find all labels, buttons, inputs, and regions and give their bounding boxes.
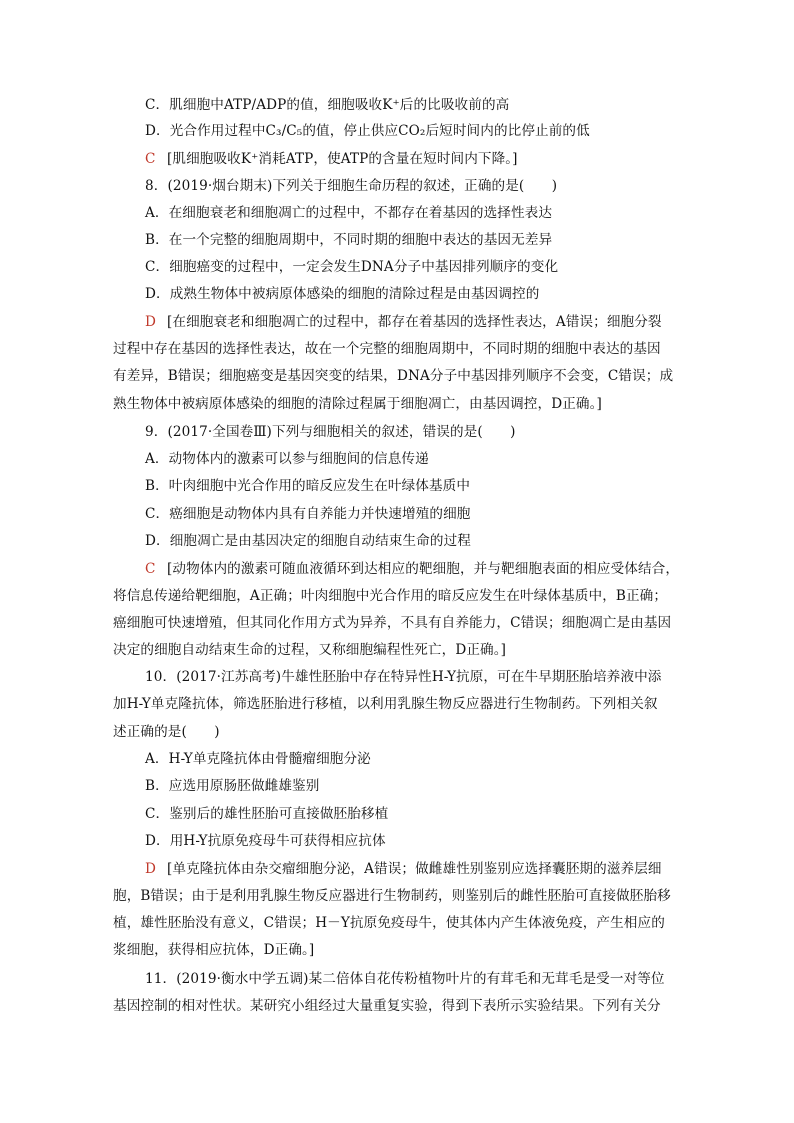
q10-stem-line: 加H-Y单克隆抗体，筛选胚胎进行移植，以利用乳腺生物反应器进行生物制药。下列相关叙: [113, 696, 658, 712]
q11-stem-line: 基因控制的相对性状。某研究小组经过大量重复实验，得到下表所示实验结果。下列有关分: [113, 998, 661, 1014]
q9-option-c: C．癌细胞是动物体内具有自养能力并快速增殖的细胞: [145, 506, 471, 522]
q9-explanation-line: 决定的细胞自动结束生命的过程，又称细胞编程性死亡，D正确。]: [113, 642, 507, 658]
q10-explanation-line: 胞，B错误；由于是利用乳腺生物反应器进行生物制药，则鉴别后的雌性胚胎可直接做胚胎移: [113, 888, 671, 904]
q10-explanation-line: 植，雄性胚胎没有意义，C错误；H－Y抗原免疫母牛，使其体内产生体液免疫，产生相应的: [113, 915, 665, 931]
q10-answer: [145, 860, 662, 878]
q9-option-a: A．动物体内的激素可以参与细胞间的信息传递: [145, 451, 429, 467]
q9-explanation-line: 将信息传递给靶细胞，A正确；叶肉细胞中光合作用的暗反应发生在叶绿体基质中，B正确；: [113, 588, 668, 604]
q10-explanation-line: 浆细胞，获得相应抗体，D正确。]: [113, 942, 315, 958]
q8-option-b: B．在一个完整的细胞周期中，不同时期的细胞中表达的基因无差异: [145, 232, 553, 248]
q8-answer: [145, 313, 662, 331]
q11-stem: 11．(2019·衡水中学五调)某二倍体自花传粉植物叶片的有茸毛和无茸毛是受一对等位: [145, 971, 665, 987]
q9-answer: [145, 560, 679, 578]
q8-option-c: C．细胞癌变的过程中，一定会发生DNA分子中基因排列顺序的变化: [145, 259, 559, 275]
q10-stem: 10．(2017·江苏高考)牛雄性胚胎中存在特异性H-Y抗原，可在牛早期胚胎培养液中添: [145, 669, 662, 685]
q8-explanation-line: 熟生物体中被病原体感染的细胞的清除过程属于细胞凋亡，由基因调控，D正确。]: [113, 396, 602, 412]
q10-stem-line: 述正确的是( ): [113, 724, 220, 740]
q7-option-d: D．光合作用过程中C₃/C₅的值，停止供应CO₂后短时间内的比停止前的低: [145, 123, 590, 139]
q8-option-d: D．成熟生物体中被病原体感染的细胞的清除过程是由基因调控的: [145, 286, 540, 302]
answer-letter: C: [145, 561, 156, 577]
q8-explanation-line: 有差异，B错误；细胞癌变是基因突变的结果，DNA分子中基因排列顺序不会变，C错误；成: [113, 368, 674, 384]
answer-explanation: [肌细胞吸收K⁺消耗ATP，使ATP的含量在短时间内下降。]: [167, 151, 518, 167]
q9-option-d: D．细胞凋亡是由基因决定的细胞自动结束生命的过程: [145, 533, 471, 549]
q10-option-b: B．应选用原肠胚做雌雄鉴别: [145, 778, 320, 794]
q10-option-a: A．H-Y单克隆抗体由骨髓瘤细胞分泌: [145, 751, 371, 767]
q10-option-c: C．鉴别后的雄性胚胎可直接做胚胎移植: [145, 806, 389, 822]
q8-stem: 8．(2019·烟台期末)下列关于细胞生命历程的叙述，正确的是( ): [145, 178, 558, 194]
q8-explanation-line: 过程中存在基因的选择性表达，故在一个完整的细胞周期中，不同时期的细胞中表达的基因: [113, 341, 661, 357]
q7-answer: [145, 150, 518, 168]
q8-option-a: A．在细胞衰老和细胞凋亡的过程中，不都存在着基因的选择性表达: [145, 205, 553, 221]
q10-option-d: D．用H-Y抗原免疫母牛可获得相应抗体: [145, 833, 386, 849]
q9-option-b: B．叶肉细胞中光合作用的暗反应发生在叶绿体基质中: [145, 478, 471, 494]
answer-letter: D: [145, 861, 156, 877]
answer-explanation: [单克隆抗体由杂交瘤细胞分泌，A错误；做雌雄性别鉴别应选择囊胚期的滋养层细: [167, 861, 662, 877]
q9-stem: 9．(2017·全国卷Ⅲ)下列与细胞相关的叙述，错误的是( ): [145, 424, 516, 440]
answer-explanation: [动物体内的激素可随血液循环到达相应的靶细胞，并与靶细胞表面的相应受体结合，: [167, 561, 680, 577]
q9-explanation-line: 癌细胞可快速增殖，但其同化作用方式为异养，不具有自养能力，C错误；细胞凋亡是由基因: [113, 615, 672, 631]
answer-explanation: [在细胞衰老和细胞凋亡的过程中，都存在着基因的选择性表达，A错误；细胞分裂: [167, 314, 662, 330]
answer-letter: C: [145, 151, 156, 167]
q7-option-c: C．肌细胞中ATP/ADP的值，细胞吸收K⁺后的比吸收前的高: [145, 97, 510, 113]
answer-letter: D: [145, 314, 156, 330]
